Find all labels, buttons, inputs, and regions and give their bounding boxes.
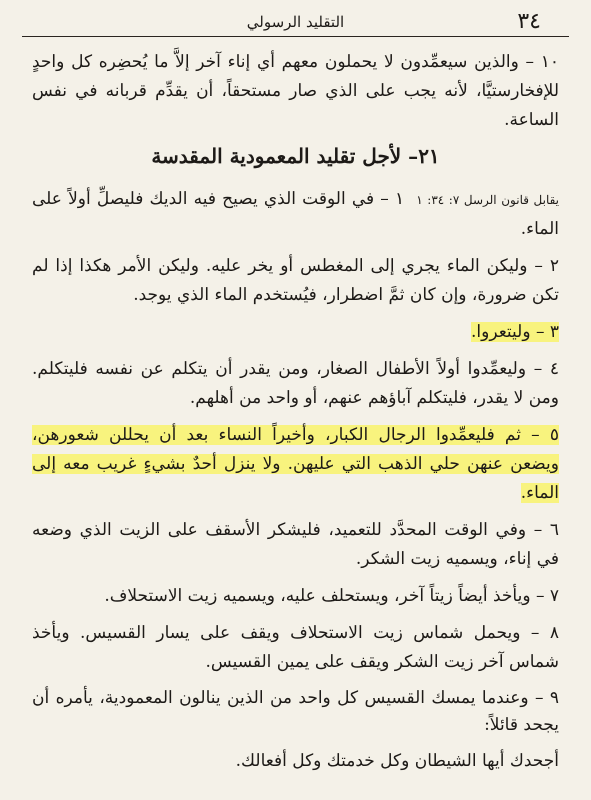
item-4: ٤ – وليعمِّدوا أولاً الأطفال الصغار، ومن يقدر أن يتكلم عن نفسه فليتكلم. ومن لا يقدر، فليتكلم آباؤهم عنهم، أو واحد من أهلهم.: [32, 359, 559, 408]
running-title: التقليد الرسولي: [246, 13, 345, 31]
cross-reference: يقابل قانون الرسل ٧: ٣٤: ١: [416, 193, 560, 207]
item-7: ٧ – ويأخذ أيضاً زيتاً آخر، ويستحلف عليه، ويسميه زيت الاستحلاف.: [104, 586, 559, 606]
item-3-text: ٣ – وليتعروا.: [470, 322, 559, 342]
item-1: [32, 185, 559, 244]
page-header: [22, 8, 569, 37]
renunciation-quote: أجحدك أيها الشيطان وكل خدمتك وكل أفعالك.: [235, 751, 559, 771]
item-2: ٢ – وليكن الماء يجري إلى المغطس أو يخر عليه. وليكن الأمر هكذا إذا لم تكن ضرورة، وإن كان ثمَّ اضطرار، فيُستخدم الماء الذي يوجد.: [32, 256, 559, 305]
item-1-text: ١ – في الوقت الذي يصيح فيه الديك فليصلِّ أولاً على الماء.: [32, 189, 559, 239]
page-body: [32, 48, 559, 784]
section-title: ٢١– لأجل تقليد المعمودية المقدسة: [151, 144, 440, 168]
item-5: [32, 421, 559, 508]
item-3: [32, 318, 559, 347]
paragraph-10: ١٠ – والذين سيعمِّدون لا يحملون معهم أي إناء آخر إلاَّ ما يُحضِره كل واحدٍ للإفخارستيَّا، لأنه يجب على الذي صار مستحقاً، أن يقدِّم قربانه في نفس الساعة.: [32, 52, 559, 130]
item-6: ٦ – وفي الوقت المحدَّد للتعميد، فليشكر الأسقف على الزيت الذي وضعه في إناء، ويسميه زيت الشكر.: [32, 520, 559, 569]
page-number: ٣٤: [517, 9, 541, 34]
item-5-text: ٥ – ثم فليعمِّدوا الرجال الكبار، وأخيراً النساء بعد أن يحللن شعورهن، ويضعن عنهن حلي الذهب التي عليهن. ولا ينزل أحدٌ بشيءٍ غريب معه إلى الماء.: [32, 425, 559, 503]
item-8: ٨ – ويحمل شماس زيت الاستحلاف ويقف على يسار القسيس. ويأخذ شماس آخر زيت الشكر ويقف على يمين القسيس.: [32, 623, 559, 672]
item-9: ٩ – وعندما يمسك القسيس كل واحد من الذين ينالون المعمودية، يأمره أن يجحد قائلاً:: [32, 688, 559, 735]
